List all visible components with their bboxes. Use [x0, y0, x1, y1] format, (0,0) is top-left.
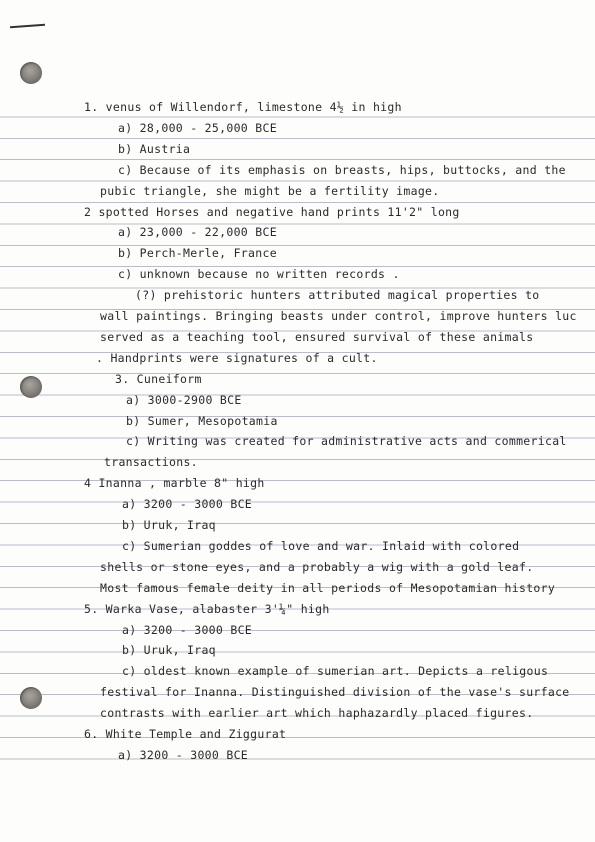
bottom-margin-area: [0, 772, 595, 842]
note-line: 5. Warka Vase, alabaster 3'¼" high: [84, 601, 330, 616]
note-line: b) Perch-Merle, France: [118, 246, 277, 261]
note-line: pubic triangle, she might be a fertility image.: [100, 183, 440, 198]
note-line: b) Austria: [118, 141, 191, 156]
note-line: c) Because of its emphasis on breasts, hips, buttocks, and the: [118, 162, 566, 177]
note-line: b) Uruk, Iraq: [122, 643, 216, 658]
note-line: 1. venus of Willendorf, limestone 4½ in high: [84, 100, 402, 114]
top-margin-area: [0, 0, 595, 96]
note-line: a) 23,000 - 22,000 BCE: [118, 225, 277, 240]
note-line: b) Uruk, Iraq: [122, 518, 216, 532]
note-line: shells or stone eyes, and a probably a wig with a gold leaf.: [100, 559, 534, 574]
note-line: c) Writing was created for administrative acts and commerical: [126, 434, 567, 449]
note-line: . Handprints were signatures of a cult.: [96, 350, 378, 365]
note-line: 2 spotted Horses and negative hand prints 11'2" long: [84, 204, 460, 219]
note-line: Most famous female deity in all periods of Mesopotamian history: [100, 580, 556, 595]
note-line: festival for Inanna. Distinguished division of the vase's surface: [100, 685, 570, 700]
binder-hole-bottom: [20, 687, 42, 709]
note-line: (?) prehistoric hunters attributed magical properties to: [135, 288, 540, 303]
note-line: a) 3200 - 3000 BCE: [122, 497, 253, 512]
note-line: a) 28,000 - 25,000 BCE: [118, 120, 277, 135]
binder-hole-middle: [20, 376, 42, 398]
note-line: a) 3000-2900 BCE: [126, 392, 242, 407]
note-line: b) Sumer, Mesopotamia: [126, 413, 278, 428]
note-line: 6. White Temple and Ziggurat: [84, 727, 287, 741]
binder-hole-top: [20, 62, 42, 84]
note-line: c) unknown because no written records .: [118, 267, 400, 282]
note-line: transactions.: [104, 455, 198, 470]
note-line: c) oldest known example of sumerian art. Depicts a religous: [122, 664, 549, 679]
note-line: c) Sumerian goddes of love and war. Inlaid with colored: [122, 538, 520, 553]
note-line: a) 3200 - 3000 BCE: [122, 622, 253, 637]
note-line: 4 Inanna , marble 8" high: [84, 476, 265, 491]
note-line: 3. Cuneiform: [115, 371, 202, 386]
note-line: served as a teaching tool, ensured survival of these animals: [100, 329, 534, 344]
note-line: contrasts with earlier art which haphazardly placed figures.: [100, 706, 534, 721]
note-line: wall paintings. Bringing beasts under control, improve hunters luc: [100, 309, 577, 323]
note-line: a) 3200 - 3000 BCE: [118, 747, 249, 762]
